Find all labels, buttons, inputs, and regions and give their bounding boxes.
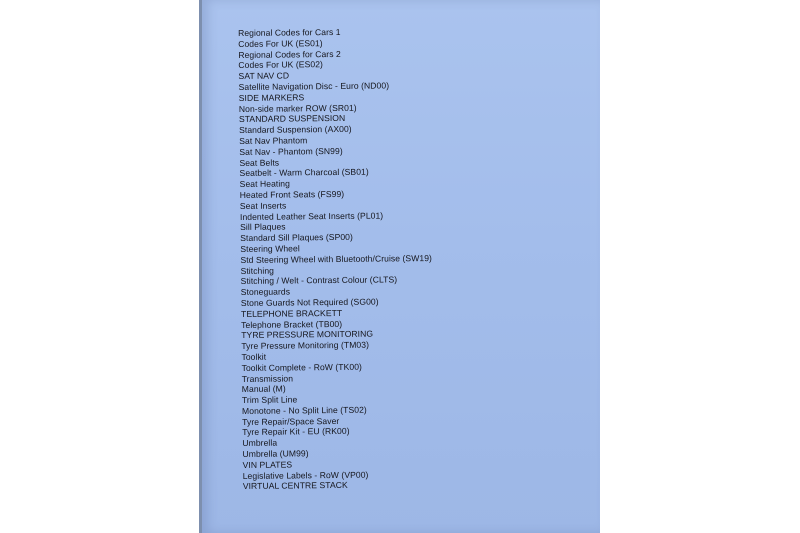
list-item: Stitching / Welt - Contrast Colour (CLTS)	[240, 274, 398, 287]
list-item: Sill Plaques	[240, 221, 286, 233]
paper-sheet	[202, 0, 600, 533]
list-item: VIRTUAL CENTRE STACK	[242, 480, 348, 492]
list-item: Indented Leather Seat Inserts (PL01)	[239, 210, 384, 222]
list-item: Steering Wheel	[240, 243, 300, 254]
list-item: Telephone Bracket (TB00)	[241, 318, 343, 330]
list-item: Tyre Repair/Space Saver	[242, 415, 340, 427]
list-item: VIN PLATES	[242, 459, 293, 470]
list-item: Legislative Labels - RoW (VP00)	[242, 469, 369, 481]
list-item: Regional Codes for Cars 2	[238, 48, 341, 60]
list-item: SIDE MARKERS	[238, 92, 305, 103]
list-item: Toolkit Complete - RoW (TK00)	[241, 361, 362, 373]
list-item: STANDARD SUSPENSION	[238, 113, 346, 125]
list-item: Manual (M)	[241, 383, 286, 395]
list-item: Tyre Repair Kit - EU (RK00)	[242, 426, 350, 438]
list-item: Transmission	[241, 372, 294, 384]
list-item: Non-side marker ROW (SR01)	[238, 102, 357, 114]
list-item: Seat Belts	[239, 157, 280, 168]
list-item: Sat Nav - Phantom (SN99)	[239, 145, 343, 157]
list-item: Codes For UK (ES02)	[238, 59, 323, 71]
list-item: Stitching	[240, 265, 275, 276]
list-item: Codes For UK (ES01)	[238, 37, 323, 49]
list-item: Regional Codes for Cars 1	[238, 26, 341, 38]
list-item: Stone Guards Not Required (SG00)	[240, 296, 379, 308]
list-item: Sat Nav Phantom	[239, 135, 308, 146]
list-item: Seat Heating	[239, 178, 290, 190]
list-item: TYRE PRESSURE MONITORING	[241, 328, 374, 341]
list-item: Tyre Pressure Monitoring (TM03)	[241, 339, 370, 352]
list-item: Monotone - No Split Line (TS02)	[241, 404, 367, 416]
list-item: Heated Front Seats (FS99)	[239, 188, 345, 200]
list-item: Toolkit	[241, 351, 267, 362]
options-list	[238, 26, 434, 492]
list-item: Seatbelt - Warm Charcoal (SB01)	[239, 166, 369, 179]
list-item: Umbrella	[242, 437, 278, 449]
list-item: Seat Inserts	[239, 200, 287, 211]
list-item: Std Steering Wheel with Bluetooth/Cruise (SW19)	[240, 252, 432, 265]
list-item: Standard Suspension (AX00)	[239, 123, 352, 136]
list-item: Trim Split Line	[241, 394, 298, 406]
list-item: Standard Sill Plaques (SP00)	[240, 231, 353, 244]
list-item: Umbrella (UM99)	[242, 448, 309, 460]
list-item: Satellite Navigation Disc - Euro (ND00)	[238, 80, 390, 92]
list-item: Stoneguards	[240, 286, 291, 298]
list-item: SAT NAV CD	[238, 70, 290, 82]
list-item: TELEPHONE BRACKETT	[240, 307, 343, 319]
